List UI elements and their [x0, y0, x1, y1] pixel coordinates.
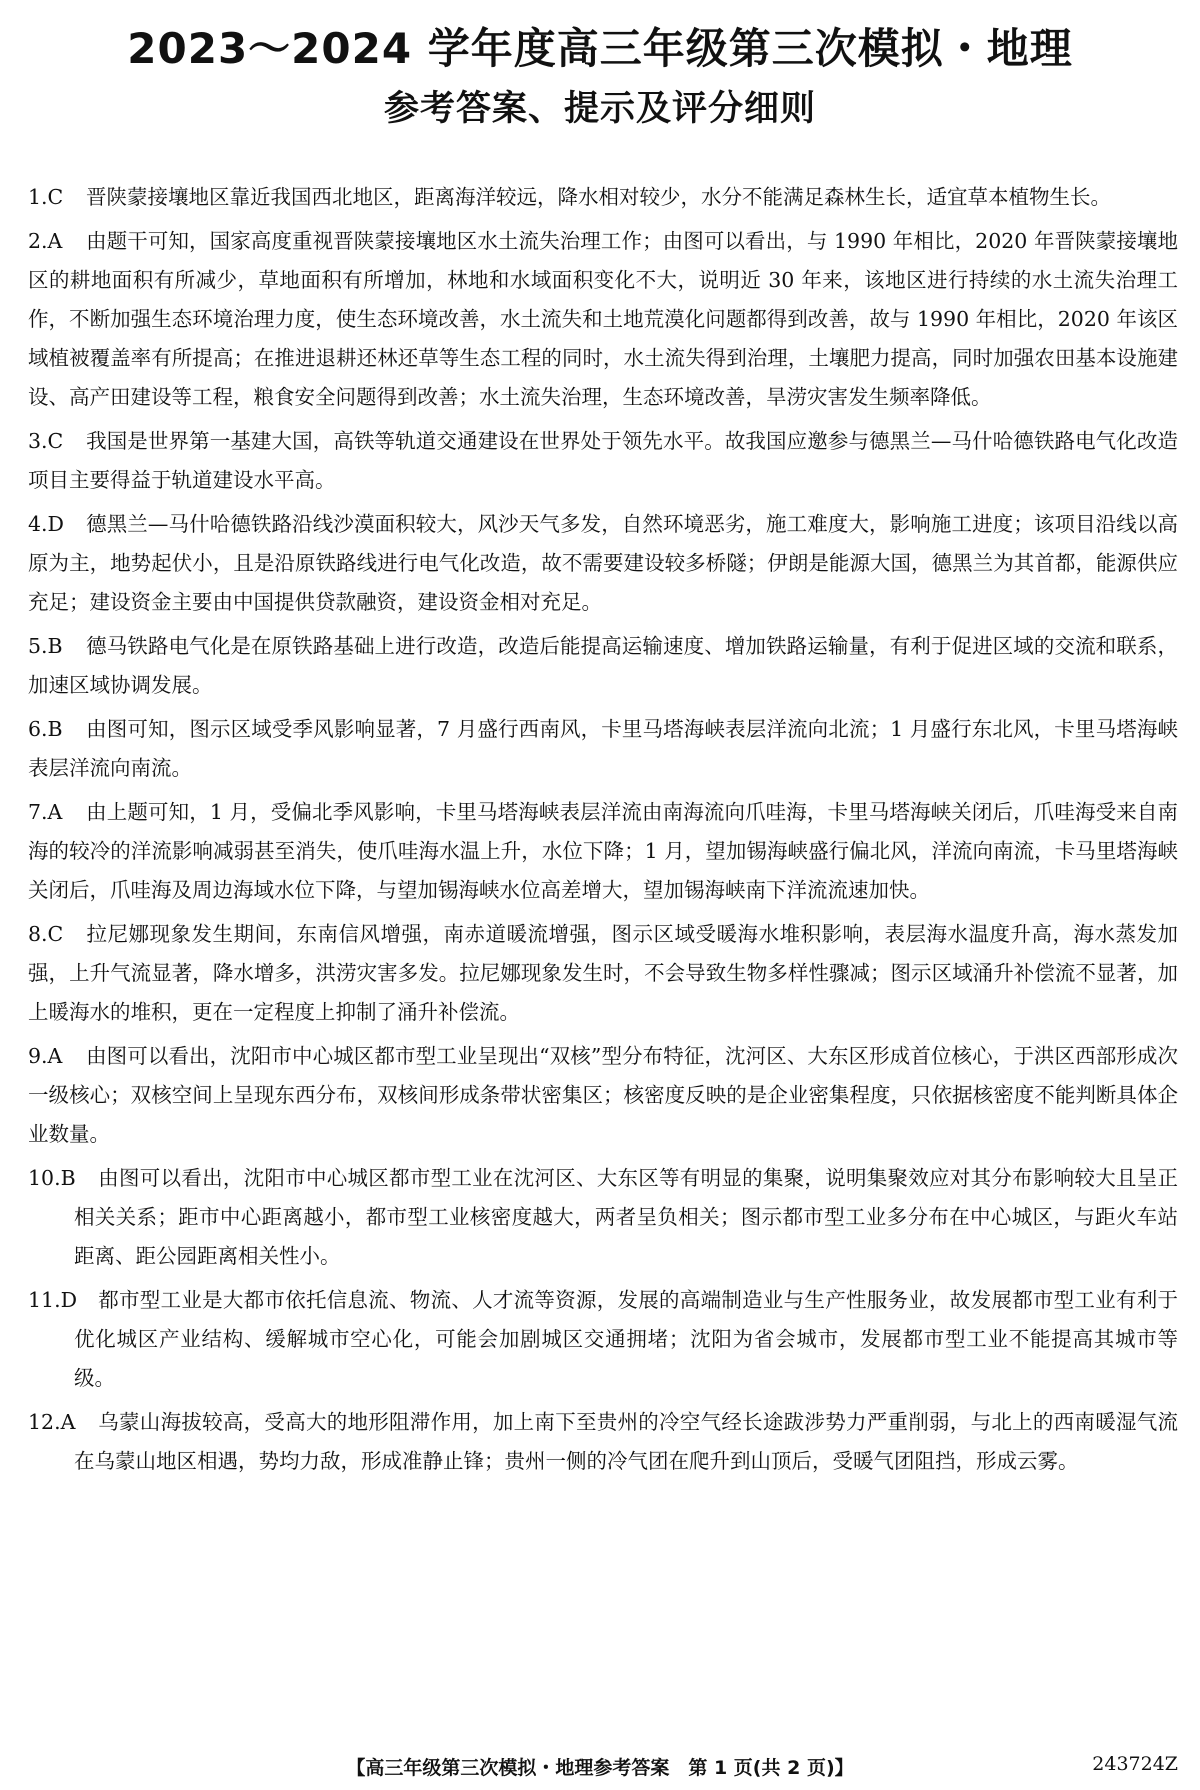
answer-explanation: 由图可以看出，沈阳市中心城区都市型工业呈现出“双核”型分布特征，沈河区、大东区形成首位核心，于洪区西部形成次一级核心；双核空间上呈现东西分布，双核间形成条带状密集区；核密度反映的是企业密集程度，只依据核密度不能判断具体企业数量。 [28, 1044, 1178, 1146]
answer-explanation: 由题干可知，国家高度重视晋陕蒙接壤地区水土流失治理工作；由图可以看出，与 1990 年相比，2020 年晋陕蒙接壤地区的耕地面积有所减少，草地面积有所增加，林地和水域面积变化不大，说明近 30 年来，该地区进行持续的水土流失治理工作，不断加强生态环境治理力度，使生态环境改善，水土流失和土地荒漠化问题都得到改善，故与 1990 年相比，2020 年该区域植被覆盖率有所提高；在推进退耕还林还草等生态工程的同时，水土流失得到治理，土壤肥力提高，同时加强农田基本设施建设、高产田建设等工程，粮食安全问题得到改善；水土流失治理，生态环境改善，旱涝灾害发生频率降低。 [28, 229, 1178, 409]
answer-explanation: 晋陕蒙接壤地区靠近我国西北地区，距离海洋较远，降水相对较少，水分不能满足森林生长，适宜草本植物生长。 [86, 185, 1111, 209]
answer-explanation: 德黑兰—马什哈德铁路沿线沙漠面积较大，风沙天气多发，自然环境恶劣，施工难度大，影响施工进度；该项目沿线以高原为主，地势起伏小，且是沿原铁路线进行电气化改造，故不需要建设较多桥隧；伊朗是能源大国，德黑兰为其首都，能源供应充足；建设资金主要由中国提供贷款融资，建设资金相对充足。 [28, 512, 1178, 614]
answer-item [28, 915, 1178, 1032]
answer-number: 12.A [28, 1410, 76, 1434]
answer-number: 1.C [28, 185, 64, 209]
answer-item [28, 1403, 1178, 1481]
answer-explanation: 我国是世界第一基建大国，高铁等轨道交通建设在世界处于领先水平。故我国应邀参与德黑兰—马什哈德铁路电气化改造项目主要得益于轨道建设水平高。 [28, 429, 1178, 492]
page-subtitle: 参考答案、提示及评分细则 [383, 89, 816, 129]
answer-explanation: 拉尼娜现象发生期间，东南信风增强，南赤道暖流增强，图示区域受暖海水堆积影响，表层海水温度升高，海水蒸发加强，上升气流显著，降水增多，洪涝灾害多发。拉尼娜现象发生时，不会导致生物多样性骤减；图示区域涌升补偿流不显著，加上暖海水的堆积，更在一定程度上抑制了涌升补偿流。 [28, 922, 1178, 1024]
answer-number: 2.A [28, 229, 63, 253]
answer-number: 8.C [28, 922, 64, 946]
answer-number: 4.D [28, 512, 64, 536]
answer-item [28, 422, 1178, 500]
answer-number: 10.B [28, 1166, 76, 1190]
answer-explanation: 由上题可知，1 月，受偏北季风影响，卡里马塔海峡表层洋流由南海流向爪哇海，卡里马塔海峡关闭后，爪哇海受来自南海的较冷的洋流影响减弱甚至消失，使爪哇海水温上升，水位下降；1 月，望加锡海峡盛行偏北风，洋流向南流，卡马里塔海峡关闭后，爪哇海及周边海域水位下降，与望加锡海峡水位高差增大，望加锡海峡南下洋流流速加快。 [28, 800, 1178, 902]
answer-item [28, 178, 1178, 217]
answer-number: 3.C [28, 429, 64, 453]
footer-code: 243724Z [1092, 1753, 1178, 1775]
footer-page-info: 【高三年级第三次模拟・地理参考答案 第 1 页(共 2 页)】 [346, 1757, 854, 1779]
answer-explanation: 乌蒙山海拔较高，受高大的地形阻滞作用，加上南下至贵州的冷空气经长途跋涉势力严重削弱，与北上的西南暖湿气流在乌蒙山地区相遇，势均力敌，形成准静止锋；贵州一侧的冷气团在爬升到山顶后，受暖气团阻挡，形成云雾。 [74, 1410, 1178, 1473]
answer-item [28, 710, 1178, 788]
answer-explanation: 由图可以看出，沈阳市中心城区都市型工业在沈河区、大东区等有明显的集聚，说明集聚效应对其分布影响较大且呈正相关关系；距市中心距离越小，都市型工业核密度越大，两者呈负相关；图示都市型工业多分布在中心城区，与距火车站距离、距公园距离相关性小。 [74, 1166, 1178, 1268]
answer-explanation: 都市型工业是大都市依托信息流、物流、人才流等资源，发展的高端制造业与生产性服务业，故发展都市型工业有利于优化城区产业结构、缓解城市空心化，可能会加剧城区交通拥堵；沈阳为省会城市，发展都市型工业不能提高其城市等级。 [74, 1288, 1178, 1390]
answer-item [28, 505, 1178, 622]
answer-item [28, 627, 1178, 705]
answer-number: 7.A [28, 800, 63, 824]
answer-explanation: 由图可知，图示区域受季风影响显著，7 月盛行西南风，卡里马塔海峡表层洋流向北流；1 月盛行东北风，卡里马塔海峡表层洋流向南流。 [28, 717, 1178, 780]
answer-list [28, 178, 1178, 1486]
answer-item [28, 222, 1178, 417]
answer-number: 11.D [28, 1288, 78, 1312]
answer-number: 6.B [28, 717, 63, 741]
answer-item [28, 793, 1178, 910]
answer-number: 9.A [28, 1044, 63, 1068]
answer-item [28, 1159, 1178, 1276]
answer-number: 5.B [28, 634, 63, 658]
answer-item [28, 1037, 1178, 1154]
answer-explanation: 德马铁路电气化是在原铁路基础上进行改造，改造后能提高运输速度、增加铁路运输量，有利于促进区域的交流和联系，加速区域协调发展。 [28, 634, 1178, 697]
answer-item [28, 1281, 1178, 1398]
page-title: 2023～2024 学年度高三年级第三次模拟・地理 [127, 24, 1073, 73]
